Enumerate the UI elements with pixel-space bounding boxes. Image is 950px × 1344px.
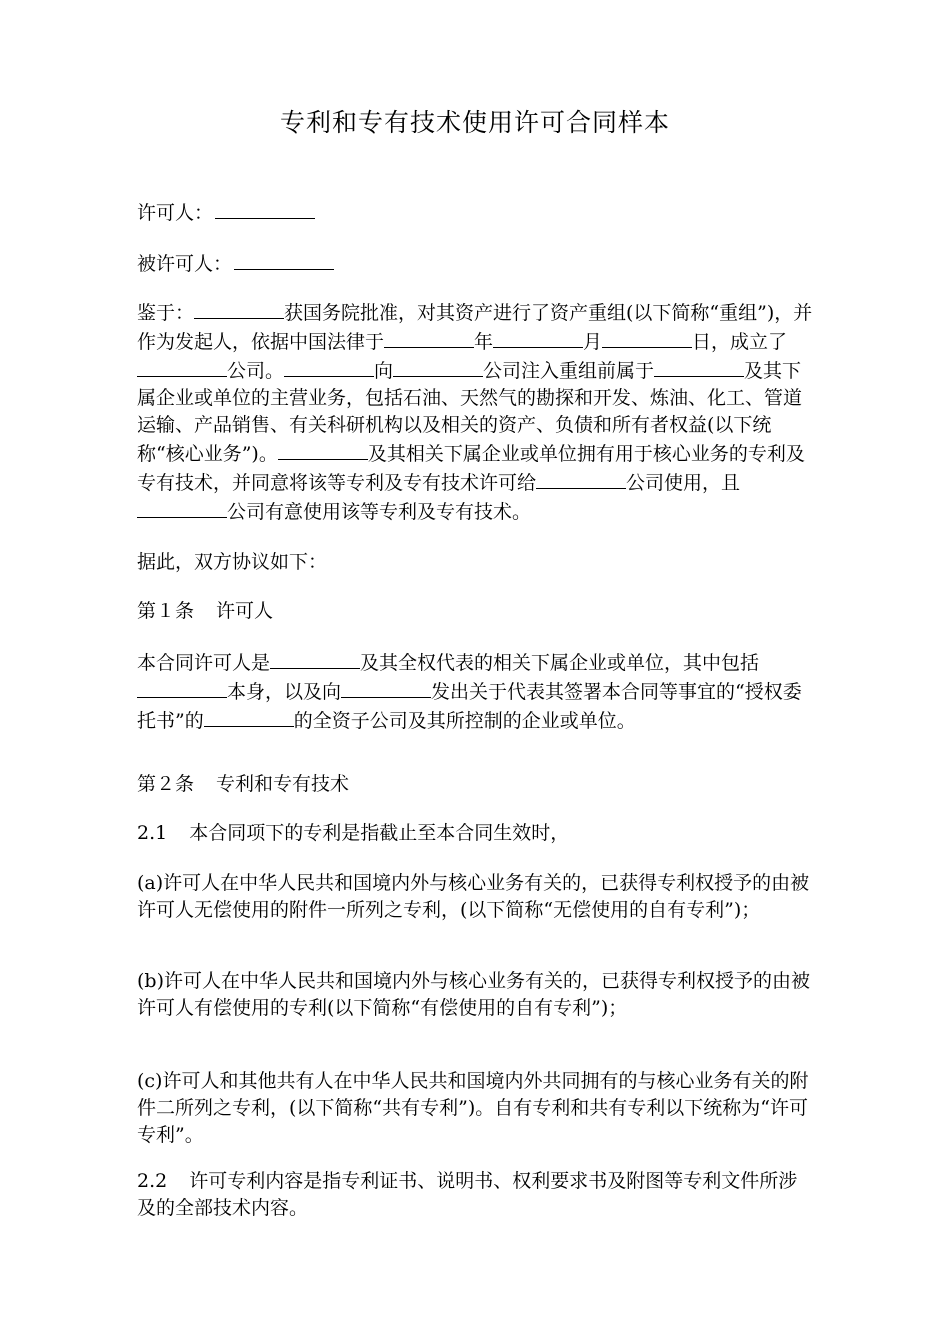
clause-2-2-number: 2.2	[137, 1170, 168, 1192]
clause-2-1-c: (c)许可人和其他共有人在中华人民共和国境内外共同拥有的与核心业务有关的附件二所列之专利，(以下简称“共有专利”)。自有专利和共有专利以下统称为“许可专利”。	[137, 1070, 809, 1146]
blank-field	[204, 706, 294, 727]
clause-2-1-text: 本合同项下的专利是指截止至本合同生效时，	[189, 822, 570, 844]
article-2-heading	[137, 771, 349, 798]
article-1-number: 第１条	[137, 600, 195, 622]
recital-text: 年	[474, 331, 494, 353]
article-1-paragraph	[137, 648, 813, 735]
blank-field	[384, 327, 474, 348]
recital-text: 获国务院批准，对其资产进行了资产重组(以下简称“重组”)，并作为发起人，依据中国法律于	[137, 302, 813, 353]
article-1-text: 本合同许可人是	[137, 652, 271, 674]
clause-2-2-text: 许可专利内容是指专利证书、说明书、权利要求书及附图等专利文件所涉及的全部技术内容。	[137, 1170, 798, 1219]
blank-field	[137, 677, 227, 698]
clause-2-1-b: (b)许可人在中华人民共和国境内外与核心业务有关的，已获得专利权授予的由被许可人有偿使用的专利(以下简称“有偿使用的自有专利”)；	[137, 970, 810, 1019]
recital-text: 公司使用，且	[626, 472, 741, 494]
recital-text: 公司。	[227, 360, 285, 382]
recital-text: 鉴于：	[137, 302, 195, 324]
recital-text: 向	[374, 360, 394, 382]
licensee-line	[137, 249, 334, 278]
blank-field	[137, 497, 227, 518]
recital-text: 及其相关下属企业或单位拥有用于核心业务的专利及专有技术，并同意将该等专利及专有技术许可给	[137, 443, 805, 494]
licensor-line	[137, 198, 315, 227]
blank-field	[654, 356, 744, 377]
article-2-number: 第２条	[137, 773, 195, 795]
blank-field	[284, 356, 374, 377]
recital-text: 及其下属企业或单位的主营业务，包括石油、天然气的勘探和开发、炼油、化工、管道运输、产品销售、有关科研机构以及相关的资产、负债和所有者权益(以下统称“核心业务”)。	[137, 360, 803, 465]
clause-2-1-a: (a)许可人在中华人民共和国境内外与核心业务有关的，已获得专利权授予的由被许可人无偿使用的附件一所列之专利，(以下简称“无偿使用的自有专利”)；	[137, 872, 810, 921]
clause-2-1	[137, 820, 569, 847]
agreement-line: 据此，双方协议如下：	[137, 551, 328, 573]
article-2-title: 专利和专有技术	[216, 773, 350, 795]
article-1-text: 发出关于代表其签署本合同等事宜的“授权委托书”的	[137, 681, 802, 732]
blank-field	[493, 327, 583, 348]
blank-field	[341, 677, 431, 698]
recital-paragraph	[137, 298, 813, 526]
clause-2-1-number: 2.1	[137, 822, 168, 844]
article-1-text: 的全资子公司及其所控制的企业或单位。	[293, 710, 636, 732]
licensee-blank	[234, 249, 334, 270]
article-1-heading	[137, 598, 273, 625]
blank-field	[137, 356, 227, 377]
recital-text: 公司注入重组前属于	[483, 360, 655, 382]
blank-field	[602, 327, 692, 348]
licensee-label: 被许可人：	[137, 253, 233, 275]
article-1-title: 许可人	[216, 600, 274, 622]
document-title: 专利和专有技术使用许可合同样本	[279, 108, 670, 137]
article-1-text: 及其全权代表的相关下属企业或单位，其中包括	[360, 652, 760, 674]
recital-text: 日，成立了	[692, 331, 788, 353]
blank-field	[278, 439, 368, 460]
blank-field	[393, 356, 483, 377]
blank-field	[194, 298, 284, 319]
blank-field	[536, 468, 626, 489]
recital-text: 月	[583, 331, 603, 353]
clause-2-2	[137, 1168, 813, 1222]
blank-field	[270, 648, 360, 669]
licensor-blank	[215, 198, 315, 219]
article-1-text: 本身，以及向	[227, 681, 342, 703]
recital-text: 公司有意使用该等专利及专有技术。	[227, 501, 532, 523]
licensor-label: 许可人：	[137, 202, 214, 224]
